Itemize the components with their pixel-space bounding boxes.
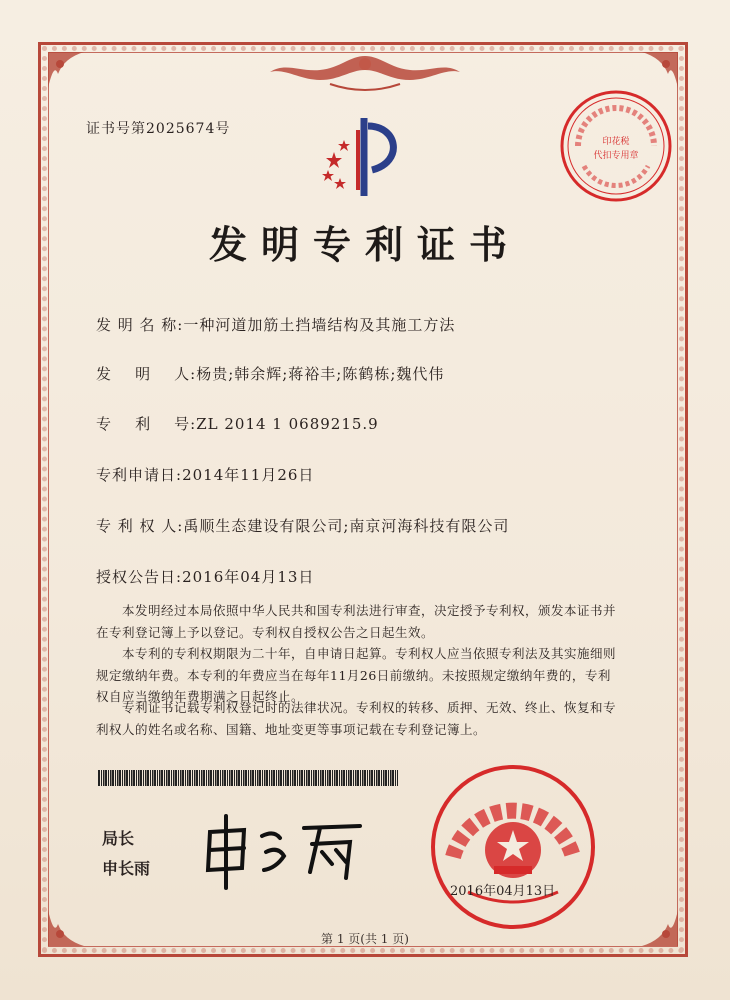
- legal-paragraph: [96, 697, 616, 740]
- page-number: 第 1 页(共 1 页): [321, 932, 409, 946]
- filing-date-label: 专利申请日:: [96, 466, 183, 484]
- grant-date-value: 2016年04月13日: [182, 568, 315, 586]
- legal-paragraph: [96, 600, 616, 643]
- filing-date-value: 2014年11月26日: [182, 466, 315, 484]
- inventors-value: 杨贵;韩余辉;蒋裕丰;陈鹤栋;魏代伟: [196, 365, 445, 383]
- issue-date: 2016年04月13日: [450, 884, 556, 899]
- national-ip-office-seal: [428, 762, 598, 932]
- invention-name-row: [96, 314, 455, 335]
- director-name: 申长雨: [102, 859, 151, 878]
- filing-date-row: [96, 464, 314, 485]
- tax-stamp-seal: [556, 86, 676, 206]
- patentee-row: [96, 515, 509, 536]
- grant-date-row: [96, 566, 314, 587]
- certificate-title: 发明专利证书: [208, 222, 521, 267]
- top-ornament: [260, 48, 470, 98]
- director-title: 局长: [102, 829, 135, 848]
- invention-name-value: 一种河道加筋土挡墙结构及其施工方法: [183, 316, 456, 334]
- legal-paragraph-text: 专利证书记载专利权登记时的法律状况。专利权的转移、质押、无效、终止、恢复和专利权人的姓名或名称、国籍、地址变更等事项记载在专利登记簿上。: [96, 700, 617, 737]
- invention-name-label: 发 明 名 称:: [96, 316, 184, 334]
- svg-text:印花税: 印花税: [602, 137, 630, 147]
- svg-text:代扣专用章: 代扣专用章: [593, 151, 639, 161]
- patent-number-label: 专 利 号:: [96, 415, 197, 433]
- director-signature: [200, 812, 370, 892]
- patent-office-emblem: [318, 112, 410, 202]
- barcode: [98, 770, 398, 786]
- legal-paragraph-text: 本专利的专利权期限为二十年，自申请日起算。专利权人应当依照专利法及其实施细则规定缴纳年费。本专利的年费应当在每年11月26日前缴纳。未按照规定缴纳年费的，专利权自应当缴纳年费期满之日起终止。: [96, 646, 617, 704]
- patentee-value: 禹顺生态建设有限公司;南京河海科技有限公司: [183, 517, 510, 535]
- grant-date-label: 授权公告日:: [96, 568, 183, 586]
- inventors-label: 发 明 人:: [96, 365, 197, 383]
- patent-number-row: [96, 413, 379, 434]
- patentee-label: 专 利 权 人:: [96, 517, 184, 535]
- patent-number-value: ZL 2014 1 0689215.9: [196, 415, 379, 433]
- certificate-number: 证书号第2025674号: [86, 121, 231, 137]
- inventors-row: [96, 363, 444, 384]
- corner-ornament: [44, 48, 114, 118]
- legal-paragraph-text: 本发明经过本局依照中华人民共和国专利法进行审查，决定授予专利权，颁发本证书并在专利登记簿上予以登记。专利权自授权公告之日起生效。: [96, 603, 617, 640]
